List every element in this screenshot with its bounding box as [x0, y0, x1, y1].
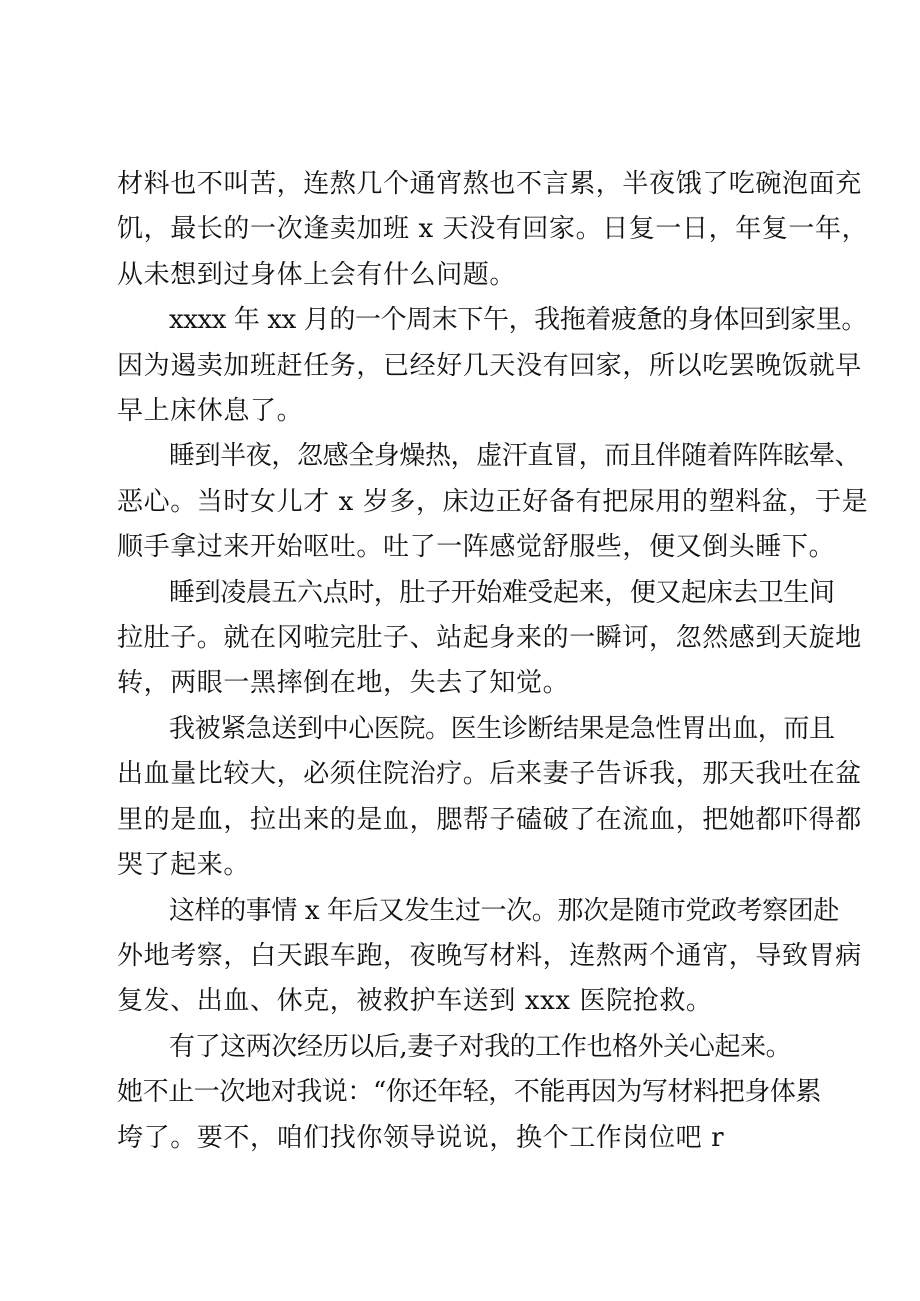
- paragraph-3: [117, 434, 869, 570]
- text-line: 她不止一次地对我说：“你还年轻，不能再因为写材料把身体累: [117, 1077, 822, 1108]
- paragraph-1: [117, 162, 869, 298]
- text-line: 从未想到过身体上会有什么问题。: [117, 259, 517, 290]
- text-line: 恶心。当时女儿才 x 岁多，床边正好备有把尿用的塑料盆，于是: [117, 486, 869, 517]
- text-line: 这样的事情 x 年后又发生过一次。那次是随市党政考察团赴: [169, 895, 839, 926]
- paragraph-5: [117, 707, 862, 889]
- text-line: 我被紧急送到中心医院。医生诊断结果是急性胃出血，而且: [169, 713, 835, 744]
- text-line: 复发、出血、休克，被救护车送到 xxx 医院抢救。: [117, 986, 713, 1017]
- text-line: 有了这两次经历以后,妻子对我的工作也格外关心起来。: [169, 1031, 792, 1062]
- text-line: 拉肚子。就在冈啦完肚子、站起身来的一瞬诃，忽然感到天旋地: [117, 623, 862, 654]
- paragraph-6: [117, 889, 862, 1025]
- paragraph-2: [117, 298, 867, 434]
- text-line: 早上床休息了。: [117, 396, 304, 427]
- text-line: 哭了起来。: [117, 850, 251, 881]
- text-line: 睡到半夜，忽感全身燥热，虚汗直冒，而且伴随着阵阵眩晕、: [169, 441, 861, 472]
- text-line: 垮了。要不，咱们找你领导说说，换个工作岗位吧 r: [117, 1122, 725, 1153]
- text-line: 顺手拿过来开始呕吐。吐了一阵感觉舒服些，便又倒头睡下。: [117, 532, 836, 563]
- text-line: 饥，最长的一次逢卖加班 x 天没有回家。日复一日，年复一年，: [117, 214, 869, 245]
- paragraph-4: [117, 571, 862, 707]
- paragraph-7: [117, 1025, 829, 1070]
- text-line: 外地考察，白天跟车跑，夜晚写材料，连熬两个通宵，导致胃病: [117, 940, 862, 971]
- text-line: 材料也不叫苦，连熬几个通宵熬也不言累，半夜饿了吃碗泡面充: [117, 169, 862, 199]
- document-body: [117, 162, 869, 1161]
- text-line: 出血量比较大，必须住院治疗。后来妻子告诉我，那天我吐在盆: [117, 759, 862, 790]
- paragraph-8: [117, 1070, 829, 1161]
- text-line: 因为遏卖加班赶任务，已经好几天没有回家，所以吃罢晚饭就早: [117, 350, 862, 381]
- text-line: xxxx 年 xx 月的一个周末下午，我拖着疲惫的身体回到家里。: [169, 305, 867, 336]
- text-line: 转，两眼一黑摔倒在地，失去了知觉。: [117, 668, 570, 699]
- text-line: 睡到凌晨五六点时，肚子开始难受起来，便又起床去卫生间: [169, 577, 835, 608]
- text-line: 里的是血，拉出来的是血，腮帮子磕破了在流血，把她都吓得都: [117, 804, 862, 835]
